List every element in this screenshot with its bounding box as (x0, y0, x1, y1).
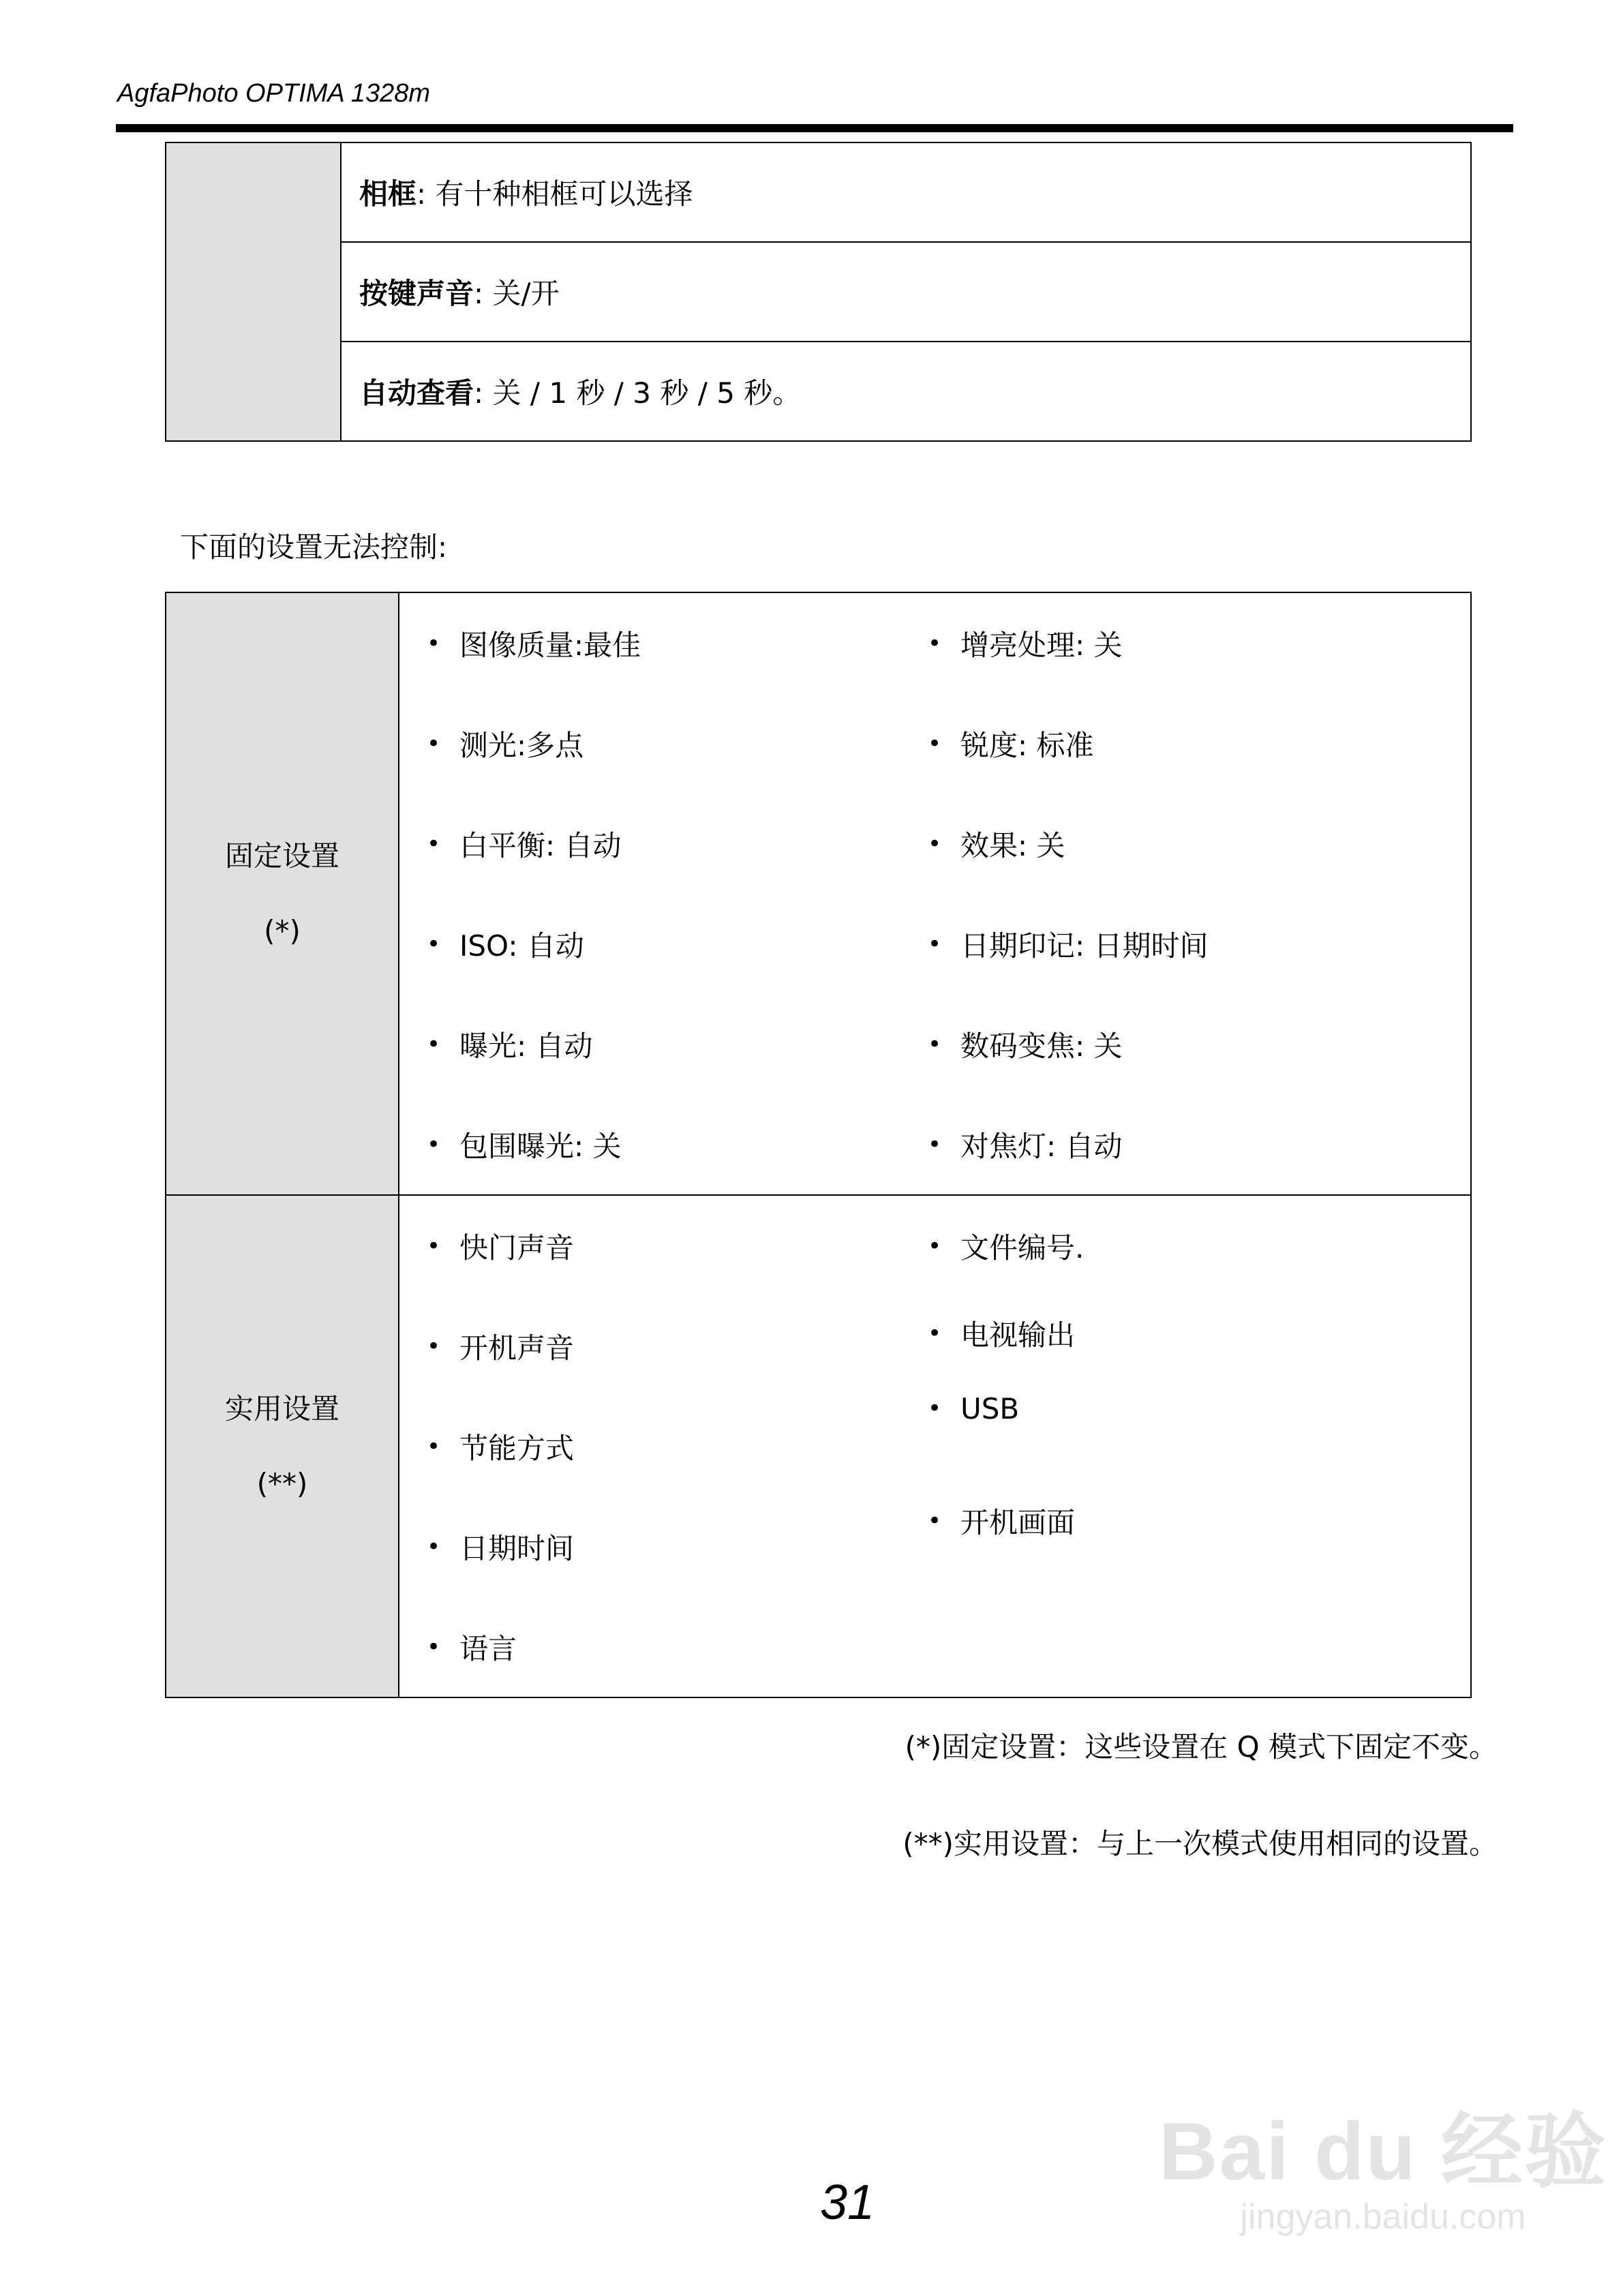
list-item-text: 数码变焦: 关 (960, 1029, 1123, 1063)
list-item (900, 1446, 1401, 1596)
option-row-frame (341, 142, 1471, 242)
bullet-icon: • (928, 629, 942, 657)
list-item (900, 794, 1401, 894)
fixed-settings-list (399, 592, 1471, 1195)
bullet-icon: • (928, 1232, 942, 1260)
list-item-text: 节能方式 (459, 1431, 575, 1465)
list-item (399, 693, 900, 794)
list-item (900, 994, 1401, 1094)
list-item-text: 效果: 关 (960, 828, 1065, 862)
bullet-icon: • (427, 729, 441, 757)
practical-settings-right-column (900, 1196, 1401, 1697)
bullet-icon: • (427, 1232, 441, 1260)
watermark-url: jingyan.baidu.com (1240, 2197, 1526, 2237)
list-item-text: 曝光: 自动 (459, 1029, 593, 1063)
list-item-text: 日期时间 (459, 1531, 575, 1565)
option-label: 自动查看 (359, 376, 474, 410)
list-item-text: ISO: 自动 (459, 928, 584, 963)
option-row-key-sound (341, 242, 1471, 342)
list-item-text: 白平衡: 自动 (459, 828, 622, 862)
list-item-text: 语言 (459, 1631, 517, 1665)
fixed-settings-left-column (399, 593, 900, 1194)
list-item-text: 图像质量:最佳 (459, 628, 641, 662)
document-header-title: AgfaPhoto OPTIMA 1328m (117, 79, 431, 108)
bullet-icon: • (427, 1432, 441, 1460)
list-item-text: 日期印记: 日期时间 (960, 928, 1209, 963)
bullet-icon: • (928, 1030, 942, 1058)
list-item (399, 1496, 900, 1597)
list-item-text: 文件编号. (960, 1230, 1084, 1265)
list-item-text: 对焦灯: 自动 (960, 1129, 1123, 1163)
bullet-icon: • (427, 1532, 441, 1560)
bullet-icon: • (928, 930, 942, 958)
practical-settings-list (399, 1195, 1471, 1697)
intro-text: 下面的设置无法控制: (180, 530, 448, 564)
list-item (900, 1094, 1401, 1194)
list-item (900, 693, 1401, 794)
bullet-icon: • (928, 1507, 942, 1535)
list-item (399, 1396, 900, 1496)
list-item-text: 开机画面 (960, 1506, 1076, 1539)
bullet-icon: • (928, 830, 942, 858)
bullet-icon: • (928, 1130, 942, 1158)
option-row-auto-review (341, 342, 1471, 441)
blank-category-cell (166, 142, 341, 441)
header-rule (116, 124, 1513, 132)
footnote-fixed: (*)固定设置：这些设置在 Q 模式下固定不变。 (905, 1730, 1498, 1764)
bullet-icon: • (427, 1130, 441, 1158)
category-mark: (**) (256, 1466, 308, 1500)
bullet-icon: • (427, 1030, 441, 1058)
list-item-text: 包围曝光: 关 (459, 1129, 622, 1163)
list-item-text: 增亮处理: 关 (960, 628, 1123, 662)
category-mark: (*) (264, 914, 301, 948)
bullet-icon: • (427, 629, 441, 657)
list-item-text: 电视输出 (960, 1318, 1076, 1352)
category-label: 固定设置 (224, 839, 339, 873)
bullet-icon: • (928, 1395, 942, 1422)
list-item (399, 593, 900, 693)
list-item (399, 894, 900, 994)
list-item-text: 测光:多点 (459, 728, 584, 762)
list-item (900, 1196, 1401, 1296)
list-item-text: 锐度: 标准 (960, 728, 1094, 762)
settings-options-table (165, 142, 1472, 442)
list-item (900, 593, 1401, 693)
page-number: 31 (820, 2175, 875, 2230)
uncontrollable-settings-table (165, 592, 1472, 1698)
list-item (399, 1196, 900, 1296)
fixed-settings-category (166, 592, 399, 1195)
list-item-text: 快门声音 (459, 1230, 575, 1265)
list-item (399, 1094, 900, 1194)
list-item (900, 894, 1401, 994)
bullet-icon: • (928, 729, 942, 757)
category-label: 实用设置 (224, 1391, 339, 1425)
list-item (399, 794, 900, 894)
practical-settings-category (166, 1195, 399, 1697)
bullet-icon: • (427, 1633, 441, 1661)
option-label: 相框 (359, 177, 417, 211)
bullet-icon: • (427, 830, 441, 858)
practical-settings-left-column (399, 1196, 900, 1697)
list-item-text: USB (960, 1391, 1020, 1425)
option-value: : 有十种相框可以选择 (416, 177, 693, 211)
list-item (399, 994, 900, 1094)
footnote-practical: (**)实用设置：与上一次模式使用相同的设置。 (902, 1827, 1498, 1860)
list-item (900, 1296, 1401, 1371)
fixed-settings-right-column (900, 593, 1401, 1194)
option-value: : 关 / 1 秒 / 3 秒 / 5 秒。 (474, 376, 802, 410)
baidu-watermark (1159, 2086, 1607, 2237)
bullet-icon: • (928, 1320, 942, 1347)
option-value: : 关/开 (474, 277, 560, 310)
bullet-icon: • (427, 930, 441, 958)
list-item (399, 1597, 900, 1697)
list-item (900, 1371, 1401, 1446)
option-label: 按键声音 (359, 277, 474, 310)
bullet-icon: • (427, 1332, 441, 1360)
list-item (399, 1296, 900, 1396)
list-item-text: 开机声音 (459, 1331, 575, 1365)
watermark-logo: Bai du 经验 (1159, 2106, 1608, 2197)
